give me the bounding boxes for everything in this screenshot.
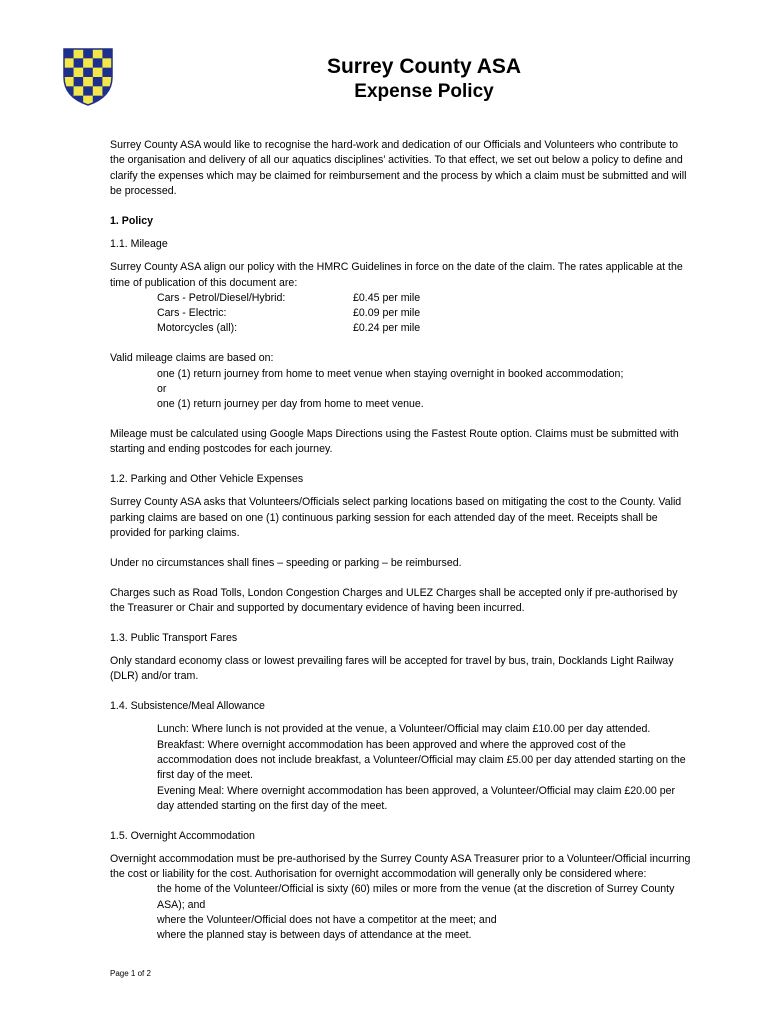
mileage-paragraph: Surrey County ASA align our policy with the HMRC Guidelines in force on the date of the claim. The rates applicable at the time of publication of this document are: [110,261,683,289]
list-item: or [157,382,167,395]
rate-value: £0.09 per mile [353,307,421,320]
rate-label: Cars - Electric: [157,307,227,320]
list-item: the home of the Volunteer/Official is sixty (60) miles or more from the venue (at the discretion of Surrey County ASA); and [157,883,675,911]
rate-value: £0.45 per mile [353,291,421,304]
document-subtitle: Expense Policy [354,81,494,102]
list-item: Evening Meal: Where overnight accommodation has been approved, a Volunteer/Official may claim £20.00 per day attended starting on the first day of the meet. [157,784,676,812]
list-item: Lunch: Where lunch is not provided at the venue, a Volunteer/Official may claim £10.00 per day attended. [157,723,651,736]
list-item: where the planned stay is between days of attendance at the meet. [157,929,472,942]
subsection-heading-mileage: 1.1. Mileage [110,237,168,250]
list-item: Breakfast: Where overnight accommodation has been approved and where the approved cost of the accommodation does not include breakfast, a Volunteer/Official may claim £5.00 per day attended starting on the first day of the meet. [157,738,686,782]
mileage-rates-list [110,291,695,337]
list-item: where the Volunteer/Official does not have a competitor at the meet; and [157,914,497,927]
rate-row [110,291,695,306]
mileage-calculation-paragraph: Mileage must be calculated using Google Maps Directions using the Fastest Route option. Claims must be submitted with starting and ending postcodes for each journey. [110,427,679,456]
rate-row [110,306,695,321]
rate-value: £0.24 per mile [353,322,421,335]
transport-paragraph: Only standard economy class or lowest prevailing fares will be accepted for travel by bus, train, Docklands Light Railway (DLR) and/or tram. [110,654,674,683]
list-item: one (1) return journey from home to meet venue when staying overnight in booked accommodation; [157,367,624,380]
accommodation-paragraph: Overnight accommodation must be pre-authorised by the Surrey County ASA Treasurer prior to a Volunteer/Official incurring the cost or liability for the cost. Authorisation for overnight accommodation will generally only be considered where: [110,852,691,881]
valid-mileage-intro: Valid mileage claims are based on: [110,352,274,365]
subsection-heading-accommodation: 1.5. Overnight Accommodation [110,829,255,842]
section-heading-policy: 1. Policy [110,214,153,227]
list-item: one (1) return journey per day from home to meet venue. [157,398,424,411]
rate-label: Motorcycles (all): [157,322,238,335]
subsection-heading-subsistence: 1.4. Subsistence/Meal Allowance [110,700,265,713]
charges-paragraph: Charges such as Road Tolls, London Congestion Charges and ULEZ Charges shall be accepted only if pre-authorised by the Treasurer or Chair and supported by documentary evidence of having been incurred. [110,586,678,614]
subsistence-list [110,722,695,814]
valid-mileage-list [110,367,695,413]
document-title: Surrey County ASA [326,55,522,78]
parking-paragraph: Surrey County ASA asks that Volunteers/Officials select parking locations based on mitigating the cost to the County. Valid parking claims are based on one (1) continuous parking session for each attended day of the meet. Receipts shall be provided for parking claims. [110,496,682,539]
rate-label: Cars - Petrol/Diesel/Hybrid: [157,291,286,304]
fines-paragraph: Under no circumstances shall fines – speeding or parking – be reimbursed. [110,556,462,569]
page-number: Page 1 of 2 [110,969,151,978]
accommodation-list [110,882,695,943]
rate-row [110,321,695,336]
subsection-heading-parking: 1.2. Parking and Other Vehicle Expenses [110,473,304,486]
document-body [110,138,695,944]
subsection-heading-transport: 1.3. Public Transport Fares [110,631,238,644]
intro-paragraph: Surrey County ASA would like to recognise the hard-work and dedication of our Officials and Volunteers who contribute to the organisation and delivery of all our aquatics disciplines’ activities. To that effect, we set out below a policy to define and clarify the expenses which may be claimed for reimbursement and the process by which a claim must be submitted and will be processed. [110,139,687,197]
